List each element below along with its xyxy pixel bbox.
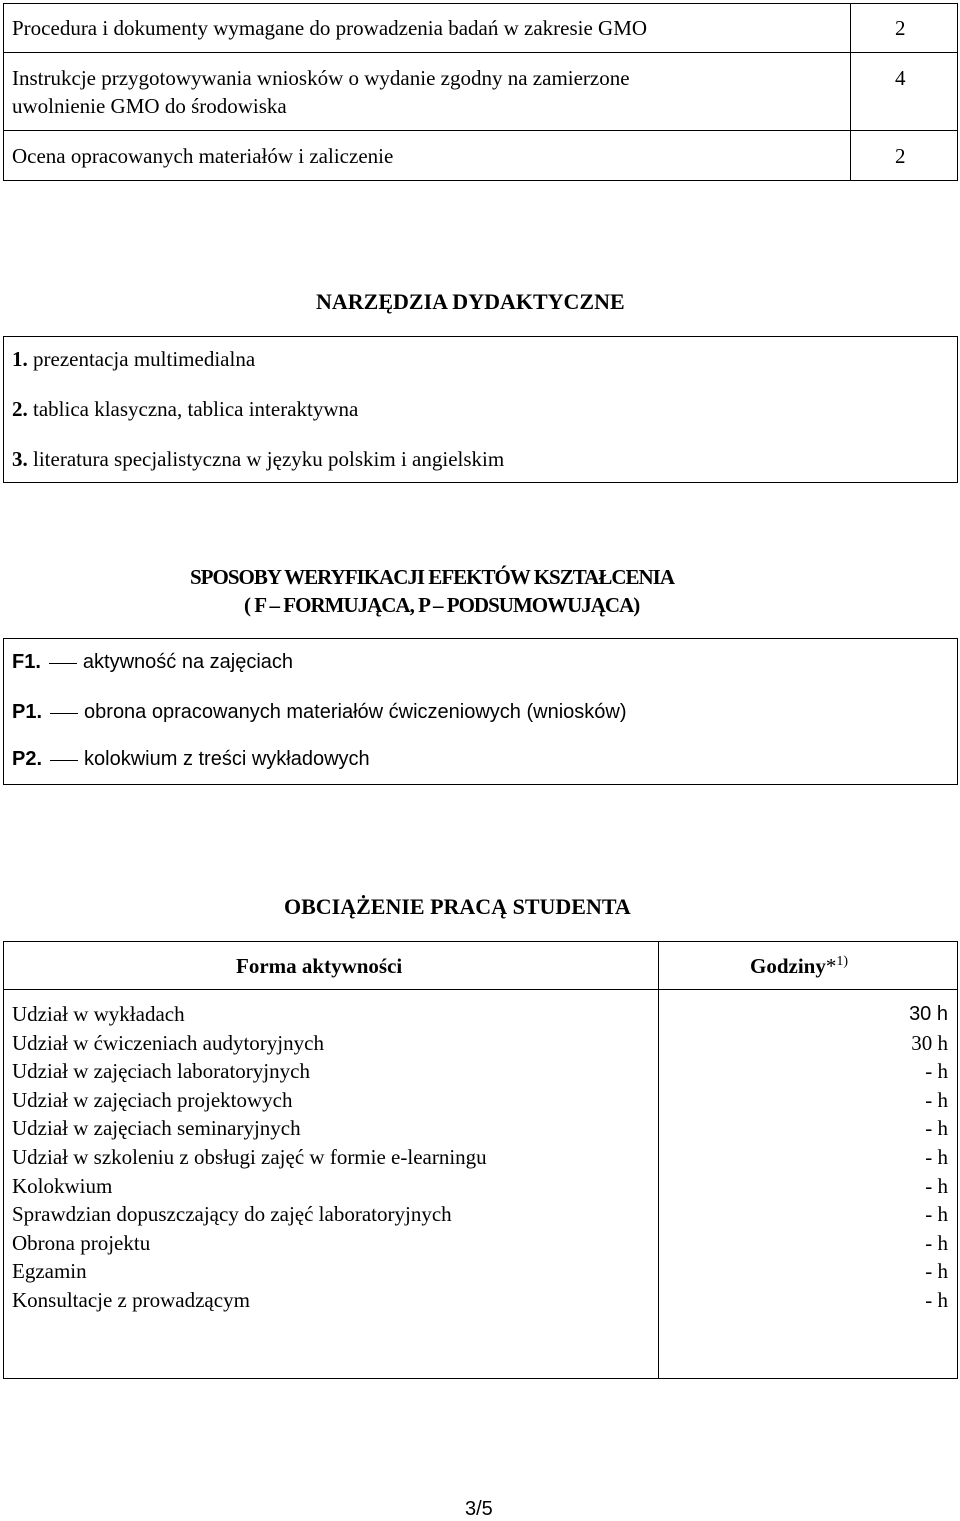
- workload-activity-row: Udział w zajęciach laboratoryjnych: [12, 1059, 310, 1084]
- workload-hours-value: 30 h: [911, 1030, 948, 1055]
- workload-activity-row: Egzamin: [12, 1259, 87, 1284]
- teaching-tool-text: tablica klasyczna, tablica interaktywna: [33, 397, 359, 421]
- topic-row-3: Ocena opracowanych materiałów i zaliczenie: [12, 144, 394, 168]
- dash-divider: [50, 713, 78, 714]
- workload-header-divider: [3, 989, 958, 990]
- workload-hours-value: - h: [925, 1087, 948, 1112]
- workload-footnote-marker: 1): [836, 954, 849, 969]
- workload-activity-row: Udział w wykładach: [12, 1002, 185, 1026]
- workload-activity-row: Udział w zajęciach seminaryjnych: [12, 1116, 301, 1141]
- workload-col-hours-mark: *: [825, 954, 837, 978]
- topics-table-column-divider: [850, 3, 851, 181]
- page-number: 3/5: [465, 1498, 493, 1520]
- workload-hours-value: - h: [925, 1288, 948, 1312]
- topics-table-row-divider: [3, 52, 958, 53]
- topics-table-row-divider: [3, 130, 958, 131]
- workload-activity-row: Konsultacje z prowadzącym: [12, 1288, 250, 1312]
- verification-heading-line-2: ( F – FORMUJĄCA, P – PODSUMOWUJĄCA): [244, 593, 640, 617]
- teaching-tools-heading: NARZĘDZIA DYDAKTYCZNE: [316, 289, 625, 314]
- workload-hours-value: - h: [925, 1059, 948, 1084]
- topic-row-3-hours: 2: [895, 144, 906, 168]
- workload-activity-row: Obrona projektu: [12, 1230, 151, 1255]
- workload-activity-row: Sprawdzian dopuszczający do zajęć laboratoryjnych: [12, 1202, 452, 1227]
- workload-hours-value: - h: [925, 1173, 948, 1198]
- teaching-tool-text: literatura specjalistyczna w języku polskim i angielskim: [33, 447, 505, 471]
- verification-code: P1.: [12, 701, 43, 723]
- workload-col-hours: [750, 954, 848, 978]
- workload-hours-value: - h: [925, 1116, 948, 1141]
- verification-heading-line-1: SPOSOBY WERYFIKACJI EFEKTÓW KSZTAŁCENIA: [190, 565, 675, 589]
- workload-hours-value: - h: [925, 1259, 948, 1284]
- verification-code: F1.: [12, 651, 41, 673]
- verification-text: obrona opracowanych materiałów ćwiczeniowych (wniosków): [84, 701, 627, 723]
- workload-hours-value: - h: [925, 1202, 948, 1227]
- workload-col-activity: Forma aktywności: [236, 954, 403, 978]
- topic-row-1: Procedura i dokumenty wymagane do prowadzenia badań w zakresie GMO: [12, 16, 648, 40]
- teaching-tool-text: prezentacja multimedialna: [33, 347, 256, 371]
- verification-item-f1: [12, 650, 293, 674]
- workload-hours-value: 30 h: [909, 1003, 948, 1025]
- teaching-tool-number: 3.: [12, 447, 28, 471]
- teaching-tool-number: 2.: [12, 397, 28, 421]
- topic-row-1-hours: 2: [895, 16, 906, 40]
- workload-heading: OBCIĄŻENIE PRACĄ STUDENTA: [284, 894, 631, 919]
- verification-item-p1: [12, 700, 626, 724]
- verification-text: aktywność na zajęciach: [82, 651, 294, 673]
- workload-column-divider: [658, 941, 659, 1379]
- verification-text: kolokwium z treści wykładowych: [84, 748, 370, 770]
- workload-activity-row: Udział w zajęciach projektowych: [12, 1087, 293, 1112]
- topic-row-2-line-2: uwolnienie GMO do środowiska: [12, 94, 287, 118]
- teaching-tool-number: 1.: [12, 347, 28, 371]
- dash-divider: [50, 760, 78, 761]
- workload-col-hours-label: Godziny: [750, 954, 826, 978]
- teaching-tool-item: [12, 397, 358, 421]
- workload-activity-row: Kolokwium: [12, 1173, 113, 1198]
- teaching-tool-item: [12, 347, 255, 371]
- topic-row-2-hours: 4: [895, 66, 906, 90]
- workload-hours-value: - h: [925, 1145, 948, 1169]
- workload-activity-row: Udział w ćwiczeniach audytoryjnych: [12, 1030, 324, 1055]
- verification-item-p2: [12, 747, 370, 771]
- workload-hours-value: - h: [925, 1230, 948, 1255]
- dash-divider: [49, 663, 77, 664]
- teaching-tool-item: [12, 447, 504, 471]
- topic-row-2-line-1: Instrukcje przygotowywania wniosków o wydanie zgodny na zamierzone: [12, 66, 630, 90]
- verification-code: P2.: [12, 748, 43, 770]
- workload-activity-row: Udział w szkoleniu z obsługi zajęć w formie e-learningu: [12, 1145, 487, 1169]
